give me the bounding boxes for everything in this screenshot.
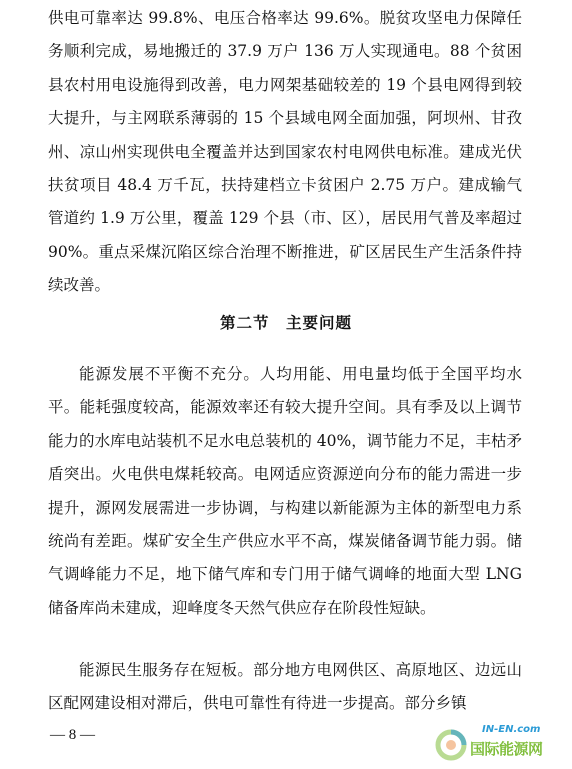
page-number: — 8 —: [50, 727, 95, 743]
watermark-name: 国际能源网: [470, 740, 543, 758]
body-paragraph: 能源发展不平衡不充分。人均用能、用电量均低于全国平均水平。能耗强度较高，能源效率还有较大提升空间。具有季及以上调节能力的水库电站装机不足水电总装机的 40%，调节能力不足，丰枯矛盾突出。火电供电煤耗较高。电网适应资源逆向分布的能力需进一步提升，源网发展需进一步协调，与构建以新能源为主体的新型电力系统尚有差距。煤矿安全生产供应水平不高，煤炭储备调节能力弱。储气调峰能力不足，地下储气库和专门用于储气调峰的地面大型 LNG 储备库尚未建成，迎峰度冬天然气供应存在阶段性短缺。: [48, 365, 522, 617]
body-paragraph: 供电可靠率达 99.8%、电压合格率达 99.6%。脱贫攻坚电力保障任务顺利完成，易地搬迁的 37.9 万户 136 万人实现通电。88 个贫困县农村用电设施得到改善，电力网架基础较差的 19 个县电网得到较大提升，与主网联系薄弱的 15 个县域电网全面加强，阿坝州、甘孜州、凉山州实现供电全覆盖并达到国家农村电网供电标准。建成光伏扶贫项目 48.4 万千瓦，扶持建档立卡贫困户 2.75 万户。建成输气管道约 1.9 万公里，覆盖 129 个县（市、区），居民用气普及率超过 90%。重点采煤沉陷区综合治理不断推进，矿区居民生产生活条件持续改善。: [48, 9, 522, 295]
watermark: [432, 718, 564, 766]
in-en-logo-icon: [432, 726, 470, 764]
body-paragraph: 能源民生服务存在短板。部分地方电网供区、高原地区、边远山区配网建设相对滞后，供电可靠性有待进一步提高。部分乡镇: [48, 661, 522, 713]
watermark-url: IN-EN.com: [482, 724, 541, 735]
section-heading: 第二节 主要问题: [219, 314, 352, 332]
